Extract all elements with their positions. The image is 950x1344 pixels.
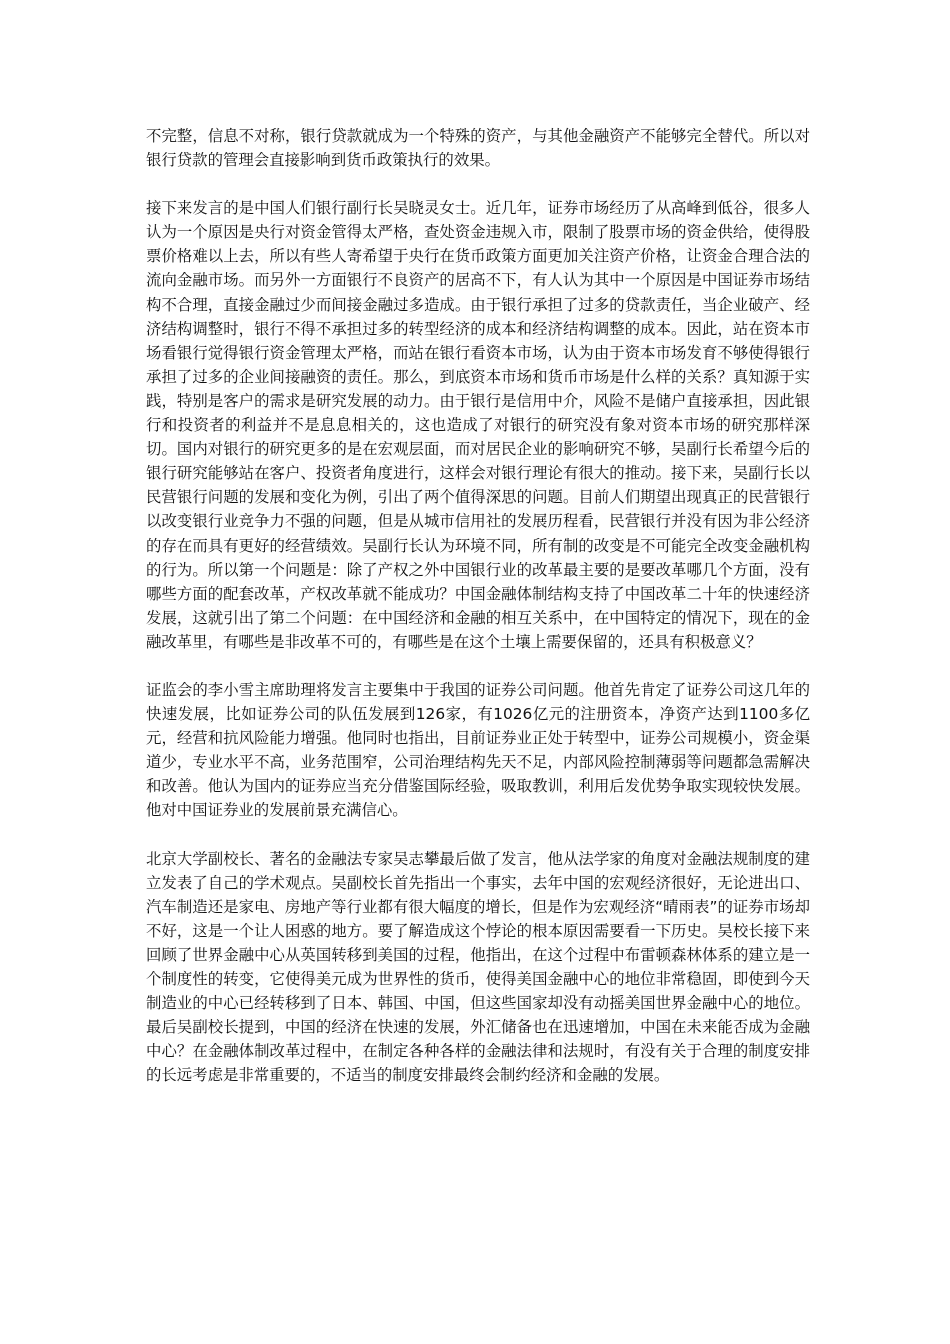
paragraph-bank-loans: 不完整，信息不对称，银行贷款就成为一个特殊的资产，与其他金融资产不能够完全替代。所以对银行贷款的管理会直接影响到货币政策执行的效果。: [146, 127, 810, 170]
paragraph-li-xiaoxue: 证监会的李小雪主席助理将发言主要集中于我国的证券公司问题。他首先肯定了证券公司这几年的快速发展，比如证券公司的队伍发展到126家，有1026亿元的注册资本，净资产达到1100多亿元，经营和抗风险能力增强。他同时也指出，目前证券业正处于转型中，证券公司规模小，资金渠道少，专业水平不高，业务范围窄，公司治理结构先天不足，内部风险控制薄弱等问题都急需解决和改善。他认为国内的证券应当充分借鉴国际经验，吸取教训，利用后发优势争取实现较快发展。他对中国证券业的发展前景充满信心。: [146, 680, 810, 820]
document-body: [146, 124, 810, 1111]
paragraph-wu-zhipan: 北京大学副校长、著名的金融法专家吴志攀最后做了发言，他从法学家的角度对金融法规制度的建立发表了自己的学术观点。吴副校长首先指出一个事实，去年中国的宏观经济很好，无论进出口、汽车制造还是家电、房地产等行业都有很大幅度的增长，但是作为宏观经济“晴雨表”的证券市场却不好，这是一个让人困惑的地方。要了解造成这个悖论的根本原因需要看一下历史。吴校长接下来回顾了世界金融中心从英国转移到美国的过程，他指出，在这个过程中布雷顿森林体系的建立是一个制度性的转变，它使得美元成为世界性的货币，使得美国金融中心的地位非常稳固，即使到今天制造业的中心已经转移到了日本、韩国、中国，但这些国家却没有动摇美国世界金融中心的地位。最后吴副校长提到，中国的经济在快速的发展，外汇储备也在迅速增加，中国在未来能否成为金融中心？在金融体制改革过程中，在制定各种各样的金融法律和法规时，有没有关于合理的制度安排的长远考虑是非常重要的，不适当的制度安排最终会制约经济和金融的发展。: [146, 849, 810, 1085]
paragraph-wu-xiaoling: 接下来发言的是中国人们银行副行长吴晓灵女士。近几年，证券市场经历了从高峰到低谷，很多人认为一个原因是央行对资金管得太严格，查处资金违规入市，限制了股票市场的资金供给，使得股票价格难以上去，所以有些人寄希望于央行在货币政策方面更加关注资产价格，让资金合理合法的流向金融市场。而另外一方面银行不良资产的居高不下，有人认为其中一个原因是中国证券市场结构不合理，直接金融过少而间接金融过多造成。由于银行承担了过多的贷款责任，当企业破产、经济结构调整时，银行不得不承担过多的转型经济的成本和经济结构调整的成本。因此，站在资本市场看银行觉得银行资金管理太严格，而站在银行看资本市场，认为由于资本市场发育不够使得银行承担了过多的企业间接融资的责任。那么，到底资本市场和货币市场是什么样的关系？真知源于实践，特别是客户的需求是研究发展的动力。由于银行是信用中介，风险不是储户直接承担，因此银行和投资者的利益并不是息息相关的，这也造成了对银行的研究没有象对资本市场的研究那样深切。国内对银行的研究更多的是在宏观层面，而对居民企业的影响研究不够，吴副行长希望今后的银行研究能够站在客户、投资者角度进行，这样会对银行理论有很大的推动。接下来，吴副行长以民营银行问题的发展和变化为例，引出了两个值得深思的问题。目前人们期望出现真正的民营银行以改变银行业竞争力不强的问题，但是从城市信用社的发展历程看，民营银行并没有因为非公经济的存在而具有更好的经营绩效。吴副行长认为环境不同，所有制的改变是不可能完全改变金融机构的行为。所以第一个问题是：除了产权之外中国银行业的改革最主要的是要改革哪几个方面，没有哪些方面的配套改革，产权改革就不能成功？中国金融体制结构支持了中国改革二十年的快速经济发展，这就引出了第二个问题：在中国经济和金融的相互关系中，在中国特定的情况下，现在的金融改革里，有哪些是非改革不可的，有哪些是在这个土壤上需要保留的，还具有积极意义？: [146, 199, 810, 651]
